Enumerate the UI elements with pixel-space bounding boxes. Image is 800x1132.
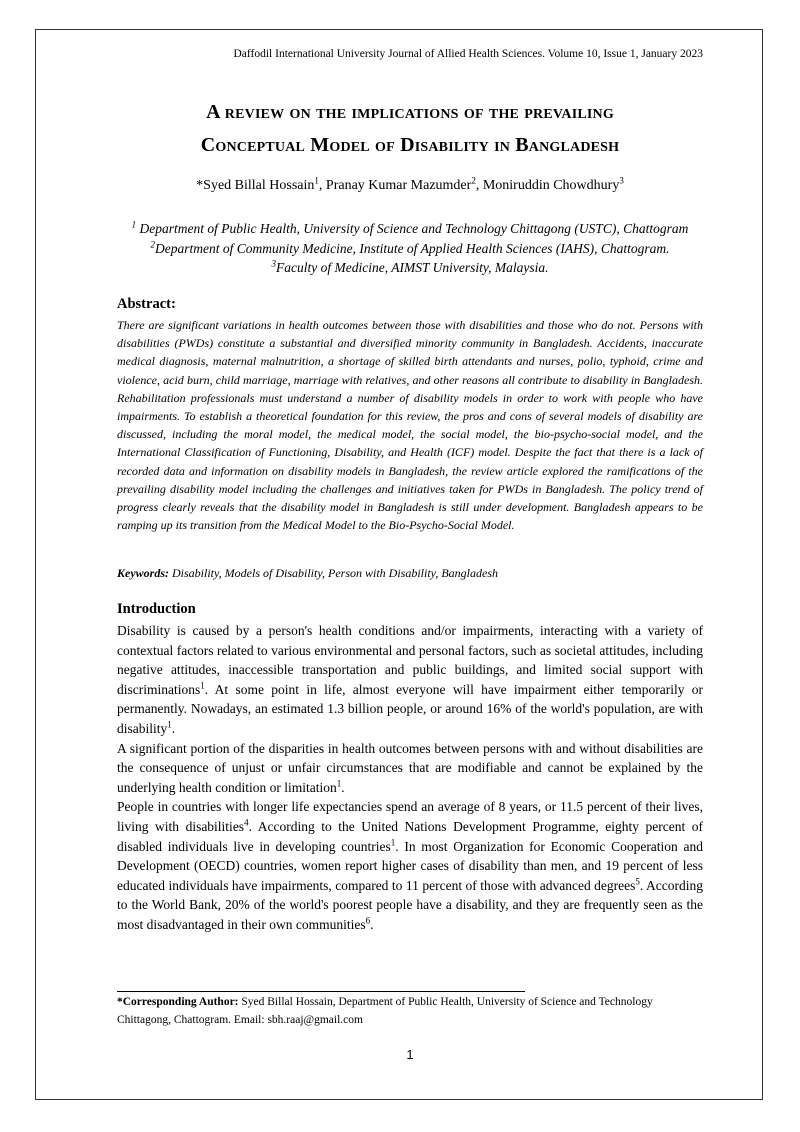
keywords-label: Keywords: — [117, 566, 169, 580]
text-run: . — [341, 779, 345, 795]
running-head: Daffodil International University Journal of Allied Health Sciences. Volume 10, Issue 1, January 2023 — [233, 48, 703, 60]
text-run: A significant portion of the disparities in health outcomes between persons with and without disabilities are the consequence of unjust or unfair circumstances that are modifiable and cannot be explained by the underlying health condition or limitation — [117, 740, 703, 795]
keywords-text: Disability, Models of Disability, Person with Disability, Bangladesh — [169, 566, 498, 580]
citation-marker: 1 — [200, 680, 205, 691]
affiliation-3-marker: 3 — [271, 258, 277, 269]
introduction-paragraph-1 — [117, 621, 703, 739]
title-line-2: Conceptual Model of Disability in Bangladesh — [200, 134, 620, 156]
page-number: 1 — [406, 1047, 414, 1062]
abstract-text: There are significant variations in health outcomes between those with disabilities and those who do not. Persons with disabilities (PWDs) constitute a substantial and diversified minority community in Bangladesh. Accidents, inaccurate medical diagnosis, maternal malnutrition, a shortage of skilled birth attendants and nurses, polio, typhoid, crime and violence, acid burn, child marriage, marriage with relatives, and other reasons all contribute to disability in Bangladesh. Rehabilitation professionals must understand a number of disability models in order to work with people who have impairments. To establish a theoretical foundation for this review, the pros and cons of several models of disability are discussed, including the moral model, the medical model, the social model, the bio-psycho-social model, and the International Classification of Functioning, Disability, and Health (ICF) model. Despite the fact that there is a lack of recorded data and information on disability models in Bangladesh, the review article explored the ramifications of the prevailing disability model including the challenges and initiatives taken for PWDs in Bangladesh. The policy trend of progress clearly reveals that the disability model in Bangladesh is still under development. Bangladesh appears to be ramping up its transition from the Medical Model to the Bio-Psycho-Social Model. — [117, 318, 703, 533]
text-run: . — [370, 916, 374, 932]
text-run: . At some point in life, almost everyone will have impairment either temporarily or permanently. Nowadays, an estimated 1.3 billion people, or around 16% of the world's population, are with disability — [117, 681, 703, 736]
affiliation-1 — [130, 219, 690, 239]
author-3: Moniruddin Chowdhury — [482, 178, 620, 193]
affiliations — [130, 219, 690, 278]
introduction-paragraph-3 — [117, 797, 703, 934]
author-2-affil: 2 — [471, 175, 476, 186]
affiliation-2-marker: 2 — [150, 239, 155, 249]
citation-marker: 6 — [365, 915, 371, 926]
text-run: . According to the World Bank, 20% of the world's poorest people have a disability, and they are frequently seen as the most disadvantaged in their own communities — [117, 877, 703, 932]
citation-marker: 5 — [635, 876, 640, 887]
citation-marker: 1 — [167, 719, 172, 730]
introduction-heading: Introduction — [117, 601, 196, 617]
author-2: Pranay Kumar Mazumder — [325, 178, 472, 193]
affiliation-2-text: Department of Community Medicine, Institute of Applied Health Sciences (IAHS), Chattogram. — [154, 240, 670, 256]
text-run: People in countries with longer life expectancies spend an average of 8 years, or 11.5 percent of their lives, living with disabilities — [117, 799, 703, 834]
affiliation-2 — [130, 239, 690, 259]
citation-marker: 4 — [244, 817, 249, 828]
affiliation-1-text: Department of Public Health, University of Science and Technology Chittagong (USTC), Chattogram — [136, 221, 689, 236]
footnote-divider — [117, 991, 525, 992]
author-separator: , — [318, 178, 326, 193]
abstract-heading: Abstract: — [117, 296, 176, 312]
citation-marker: 1 — [390, 837, 396, 848]
keywords — [117, 566, 703, 581]
footnote-label: *Corresponding Author: — [117, 996, 239, 1008]
corresponding-author-note — [117, 993, 703, 1029]
author-1: *Syed Billal Hossain — [196, 178, 315, 193]
affiliation-3 — [130, 258, 690, 278]
title-line-1: A review on the implications of the prevailing — [206, 101, 614, 123]
author-1-affil: 1 — [314, 175, 319, 186]
author-3-affil: 3 — [619, 175, 624, 186]
introduction-body — [117, 621, 703, 935]
text-run: Disability is caused by a person's health conditions and/or impairments, interacting with a variety of contextual factors related to various environmental and personal factors, such as societal attitudes, including negative attitudes, inaccessible transportation and public buildings, and limited social support with discriminations — [117, 623, 703, 697]
affiliation-3-text: Faculty of Medicine, AIMST University, Malaysia. — [276, 260, 549, 275]
author-separator: , — [475, 178, 483, 193]
article-title — [80, 96, 740, 162]
text-run: . — [171, 720, 176, 736]
introduction-paragraph-2 — [117, 739, 703, 798]
affiliation-1-marker: 1 — [131, 219, 137, 230]
footnote-text: Syed Billal Hossain, Department of Public Health, University of Science and Technology Chittagong, Chattogram. Email: sbh.raaj@gmail.com — [117, 996, 653, 1026]
author-list — [80, 175, 740, 194]
text-run: . According to the United Nations Development Programme, eighty percent of disabled individuals live in developing countries — [117, 818, 704, 854]
text-run: . In most Organization for Economic Cooperation and Development (OECD) countries, women report higher cases of disability than men, and 19 percent of less educated individuals have impairments, compared to 11 percent of those with advanced degrees — [117, 838, 704, 893]
citation-marker: 1 — [336, 778, 342, 789]
